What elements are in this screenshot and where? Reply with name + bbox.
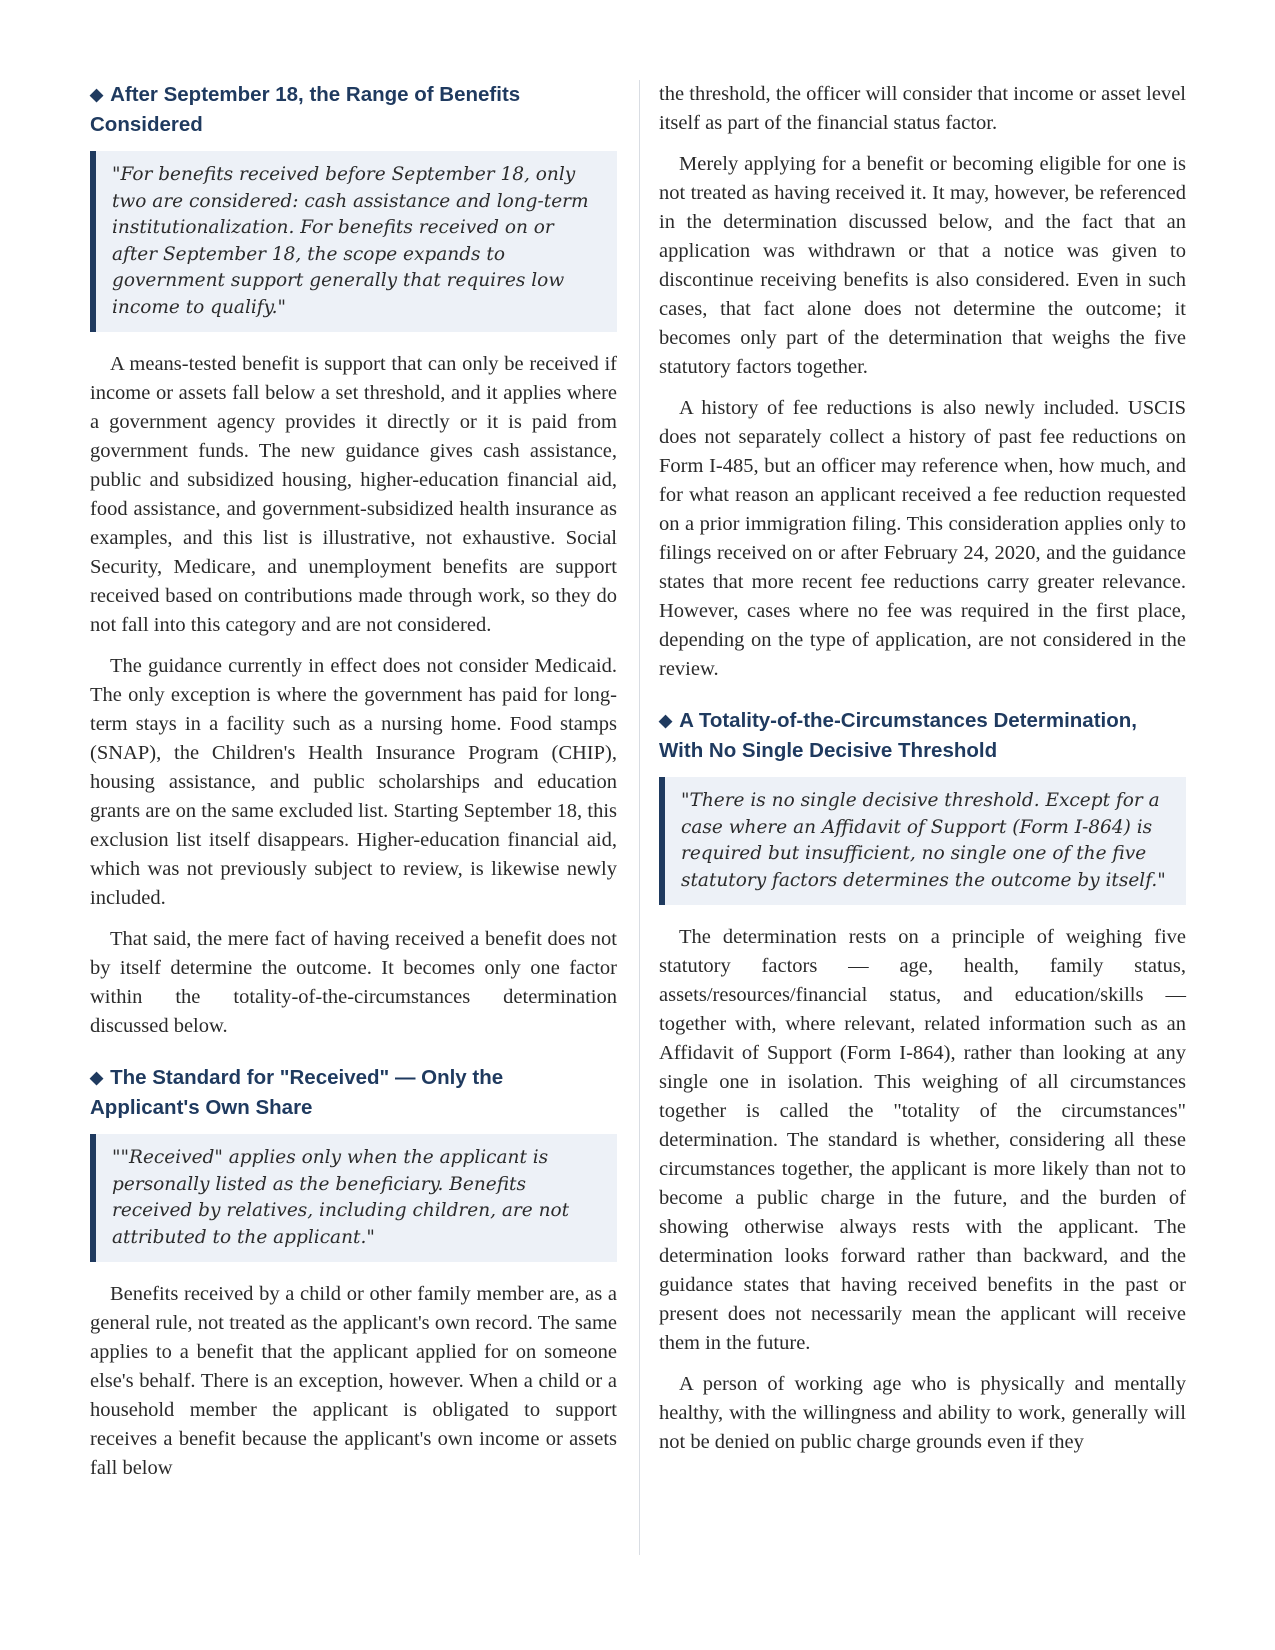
section-heading-totality xyxy=(659,706,1186,765)
diamond-bullet-icon: ◆ xyxy=(90,85,104,104)
body-paragraph-continuation: the threshold, the officer will consider that income or asset level itself as part of the financial status factor. xyxy=(659,83,1186,134)
pull-quote: "For benefits received before September 18, only two are considered: cash assistance and long-term institutionalization. For benefits received on or after September 18, the scope expands to government support generally that requires low income to qualify." xyxy=(90,151,617,332)
diamond-bullet-icon: ◆ xyxy=(659,711,673,730)
right-column xyxy=(659,80,1186,1469)
diamond-bullet-icon: ◆ xyxy=(90,1068,104,1087)
section-heading-received-standard xyxy=(90,1063,617,1122)
body-paragraph: Merely applying for a benefit or becoming eligible for one is not treated as having received it. It may, however, be referenced in the determination discussed below, and the fact that an application was withdrawn or that a notice was given to discontinue receiving benefits is also considered. Even in such cases, that fact alone does not determine the outcome; it becomes only part of the determination that weighs the five statutory factors together. xyxy=(659,153,1186,378)
body-paragraph: A person of working age who is physically and mentally healthy, with the willingness and ability to work, generally will not be denied on public charge grounds even if they xyxy=(659,1373,1186,1453)
pull-quote: ""Received" applies only when the applicant is personally listed as the beneficiary. Benefits received by relatives, including children, are not attributed to the applicant." xyxy=(90,1134,617,1262)
body-paragraph: Benefits received by a child or other family member are, as a general rule, not treated as the applicant's own record. The same applies to a benefit that the applicant applied for on someone else's behalf. There is an exception, however. When a child or a household member the applicant is obligated to support receives a benefit because the applicant's own income or assets fall below xyxy=(90,1283,617,1479)
left-column xyxy=(90,80,617,1495)
body-paragraph: That said, the mere fact of having received a benefit does not by itself determine the outcome. It becomes only one factor within the totality-of-the-circumstances determination discussed below. xyxy=(90,928,617,1037)
body-paragraph: The guidance currently in effect does not consider Medicaid. The only exception is where the government has paid for long-term stays in a facility such as a nursing home. Food stamps (SNAP), the Children's Health Insurance Program (CHIP), housing assistance, and public scholarships and education grants are on the same excluded list. Starting September 18, this exclusion list itself disappears. Higher-education financial aid, which was not previously subject to review, is likewise newly included. xyxy=(90,655,617,909)
section-heading-text: The Standard for "Received" — Only the Applicant's Own Share xyxy=(90,1066,504,1119)
body-paragraph: A means-tested benefit is support that can only be received if income or assets fall below a set threshold, and it applies where a government agency provides it directly or it is paid from government funds. The new guidance gives cash assistance, public and subsidized housing, higher-education financial aid, food assistance, and government-subsidized health insurance as examples, and this list is illustrative, not exhaustive. Social Security, Medicare, and unemployment benefits are support received based on contributions made through work, so they do not fall into this category and are not considered. xyxy=(90,353,617,636)
pull-quote: "There is no single decisive threshold. Except for a case where an Affidavit of Support (Form I-864) is required but insufficient, no single one of the five statutory factors determines the outcome by itself." xyxy=(659,777,1186,905)
section-heading-benefit-range xyxy=(90,80,617,139)
body-paragraph: A history of fee reductions is also newly included. USCIS does not separately collect a history of past fee reductions on Form I-485, but an officer may reference when, how much, and for what reason an applicant received a fee reduction requested on a prior immigration filing. This consideration applies only to filings received on or after February 24, 2020, and the guidance states that more recent fee reductions carry greater relevance. However, cases where no fee was required in the first place, depending on the type of application, are not considered in the review. xyxy=(659,397,1186,680)
section-heading-text: A Totality-of-the-Circumstances Determination, With No Single Decisive Threshold xyxy=(659,709,1137,762)
column-divider xyxy=(639,80,640,1555)
body-paragraph: The determination rests on a principle of weighing five statutory factors — age, health, family status, assets/resources/financial status, and education/skills — together with, where relevant, related information such as an Affidavit of Support (Form I-864), rather than looking at any single one in isolation. This weighing of all circumstances together is called the "totality of the circumstances" determination. The standard is whether, considering all these circumstances together, the applicant is more likely than not to become a public charge in the future, and the burden of showing otherwise always rests with the applicant. The determination looks forward rather than backward, and the guidance states that having received benefits in the past or present does not necessarily mean the applicant will receive them in the future. xyxy=(659,926,1186,1354)
section-heading-text: After September 18, the Range of Benefits Considered xyxy=(90,83,521,136)
